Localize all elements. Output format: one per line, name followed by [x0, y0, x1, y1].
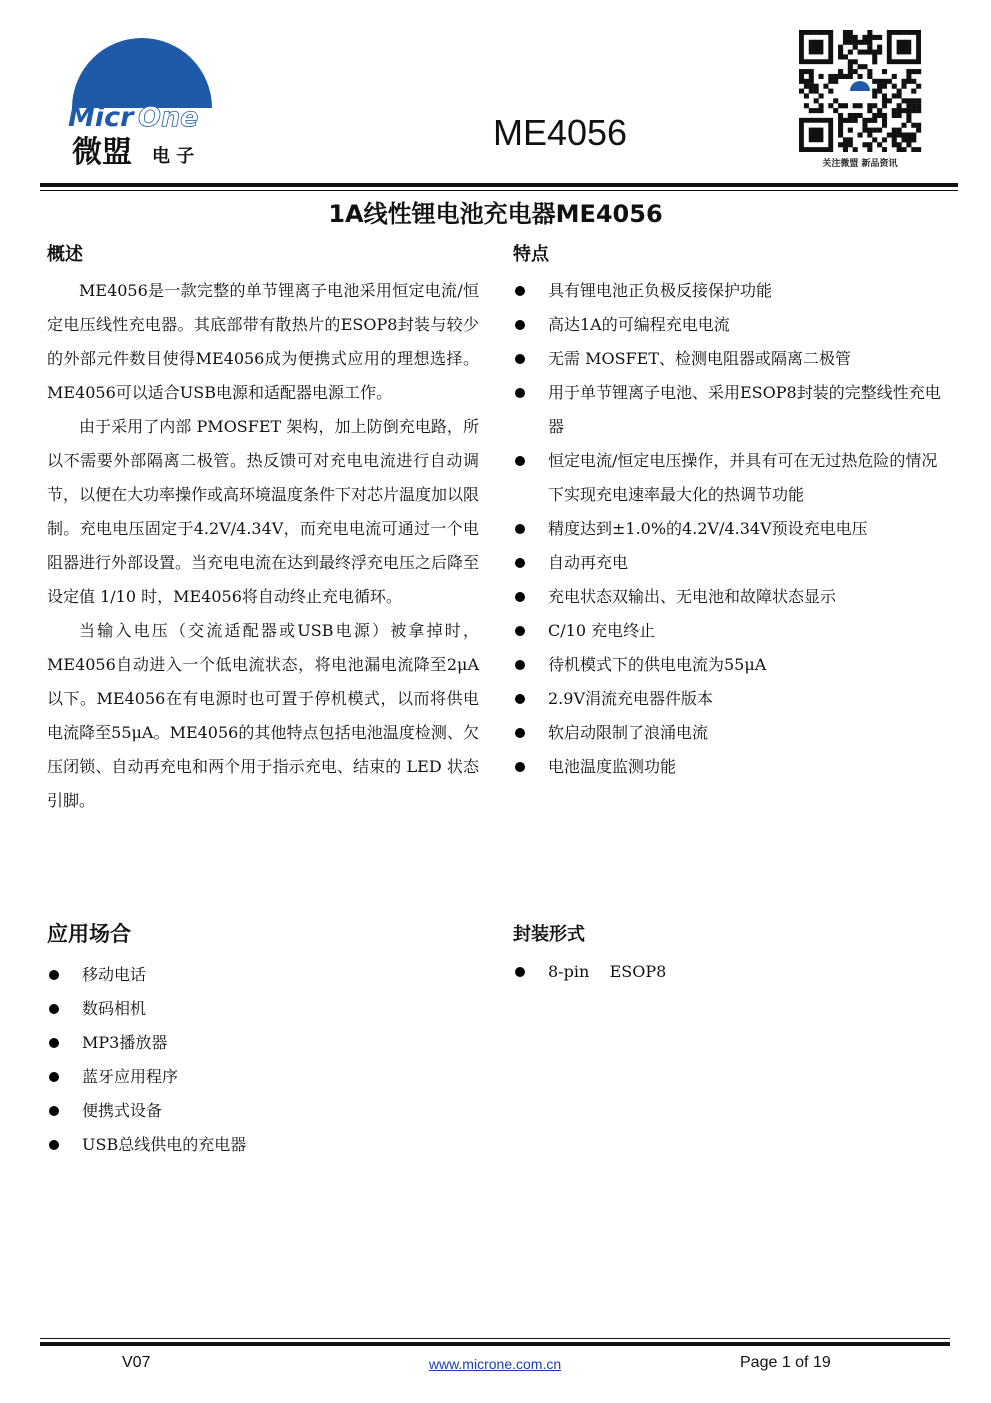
- package-item: 8-pin ESOP8: [513, 955, 943, 989]
- footer-website-link[interactable]: www.microne.com.cn: [428, 1356, 562, 1372]
- application-item: 移动电话: [47, 958, 477, 992]
- overview-paragraph: 由于采用了内部 PMOSFET 架构，加上防倒充电路，所以不需要外部隔离二极管。热反馈可对充电电流进行自动调节，以便在大功率操作或高环境温度条件下对芯片温度加以限制。充电电压固定于4.2V/4.34V，而充电电流可通过一个电阻器进行外部设置。当充电电流在达到最终浮充电压之后降至设定值 1/10 时，ME4056将自动终止充电循环。: [47, 417, 480, 606]
- feature-item: 待机模式下的供电电流为55μA: [513, 648, 943, 682]
- package-list: [513, 955, 943, 989]
- svg-text:微盟: 微盟: [72, 135, 132, 168]
- feature-item: 软启动限制了浪涌电流: [513, 716, 943, 750]
- feature-item: 2.9V涓流充电器件版本: [513, 682, 943, 716]
- qr-caption: 关注微盟 新品资讯: [822, 159, 898, 169]
- svg-text:One: One: [138, 102, 199, 133]
- footer-version: V07: [122, 1354, 151, 1371]
- qr-code: [795, 30, 925, 170]
- qr-code-image: [795, 30, 925, 152]
- logo-graphic: [64, 38, 214, 168]
- microne-logo: [64, 38, 214, 168]
- overview-paragraph: ME4056是一款完整的单节锂离子电池采用恒定电流/恒定电压线性充电器。其底部带有散热片的ESOP8封装与较少的外部元件数目使得ME4056成为便携式应用的理想选择。ME4056可以适合USB电源和适配器电源工作。: [47, 281, 479, 402]
- overview-paragraph: 当输入电压（交流适配器或USB电源）被拿掉时，ME4056自动进入一个低电流状态，将电池漏电流降至2μA以下。ME4056在有电源时也可置于停机模式，以而将供电电流降至55μA。ME4056的其他特点包括电池温度检测、欠压闭锁、自动再充电和两个用于指示充电、结束的 LED 状态引脚。: [47, 621, 479, 810]
- application-item: 蓝牙应用程序: [47, 1060, 477, 1094]
- feature-item: 具有锂电池正负极反接保护功能: [513, 274, 943, 308]
- header-rule-thick: [40, 183, 958, 187]
- overview-body: [47, 274, 479, 818]
- footer-page-number: Page 1 of 19: [740, 1354, 831, 1371]
- application-item: MP3播放器: [47, 1026, 477, 1060]
- feature-item: 电池温度监测功能: [513, 750, 943, 784]
- document-title: 1A线性锂电池充电器ME4056: [328, 200, 663, 228]
- feature-item: 自动再充电: [513, 546, 943, 580]
- applications-list: [47, 958, 477, 1162]
- svg-text:电 子: 电 子: [152, 146, 195, 167]
- header-model-name: ME4056: [492, 112, 628, 153]
- header-rule-thin: [40, 190, 958, 191]
- applications-heading: 应用场合: [47, 922, 131, 946]
- feature-item: C/10 充电终止: [513, 614, 943, 648]
- application-item: USB总线供电的充电器: [47, 1128, 477, 1162]
- features-list: [513, 274, 943, 784]
- feature-item: 无需 MOSFET、检测电阻器或隔离二极管: [513, 342, 943, 376]
- features-heading: 特点: [513, 244, 549, 265]
- feature-item: 精度达到±1.0%的4.2V/4.34V预设充电电压: [513, 512, 943, 546]
- svg-text:Micr: Micr: [68, 102, 134, 133]
- feature-item: 用于单节锂离子电池、采用ESOP8封装的完整线性充电器: [513, 376, 943, 444]
- package-heading: 封装形式: [513, 924, 585, 945]
- application-item: 数码相机: [47, 992, 477, 1026]
- footer-rule-thin: [40, 1338, 950, 1339]
- feature-item: 充电状态双输出、无电池和故障状态显示: [513, 580, 943, 614]
- feature-item: 恒定电流/恒定电压操作，并具有可在无过热危险的情况下实现充电速率最大化的热调节功能: [513, 444, 943, 512]
- overview-heading: 概述: [47, 244, 83, 265]
- feature-item: 高达1A的可编程充电电流: [513, 308, 943, 342]
- application-item: 便携式设备: [47, 1094, 477, 1128]
- footer-rule-thick: [40, 1342, 950, 1346]
